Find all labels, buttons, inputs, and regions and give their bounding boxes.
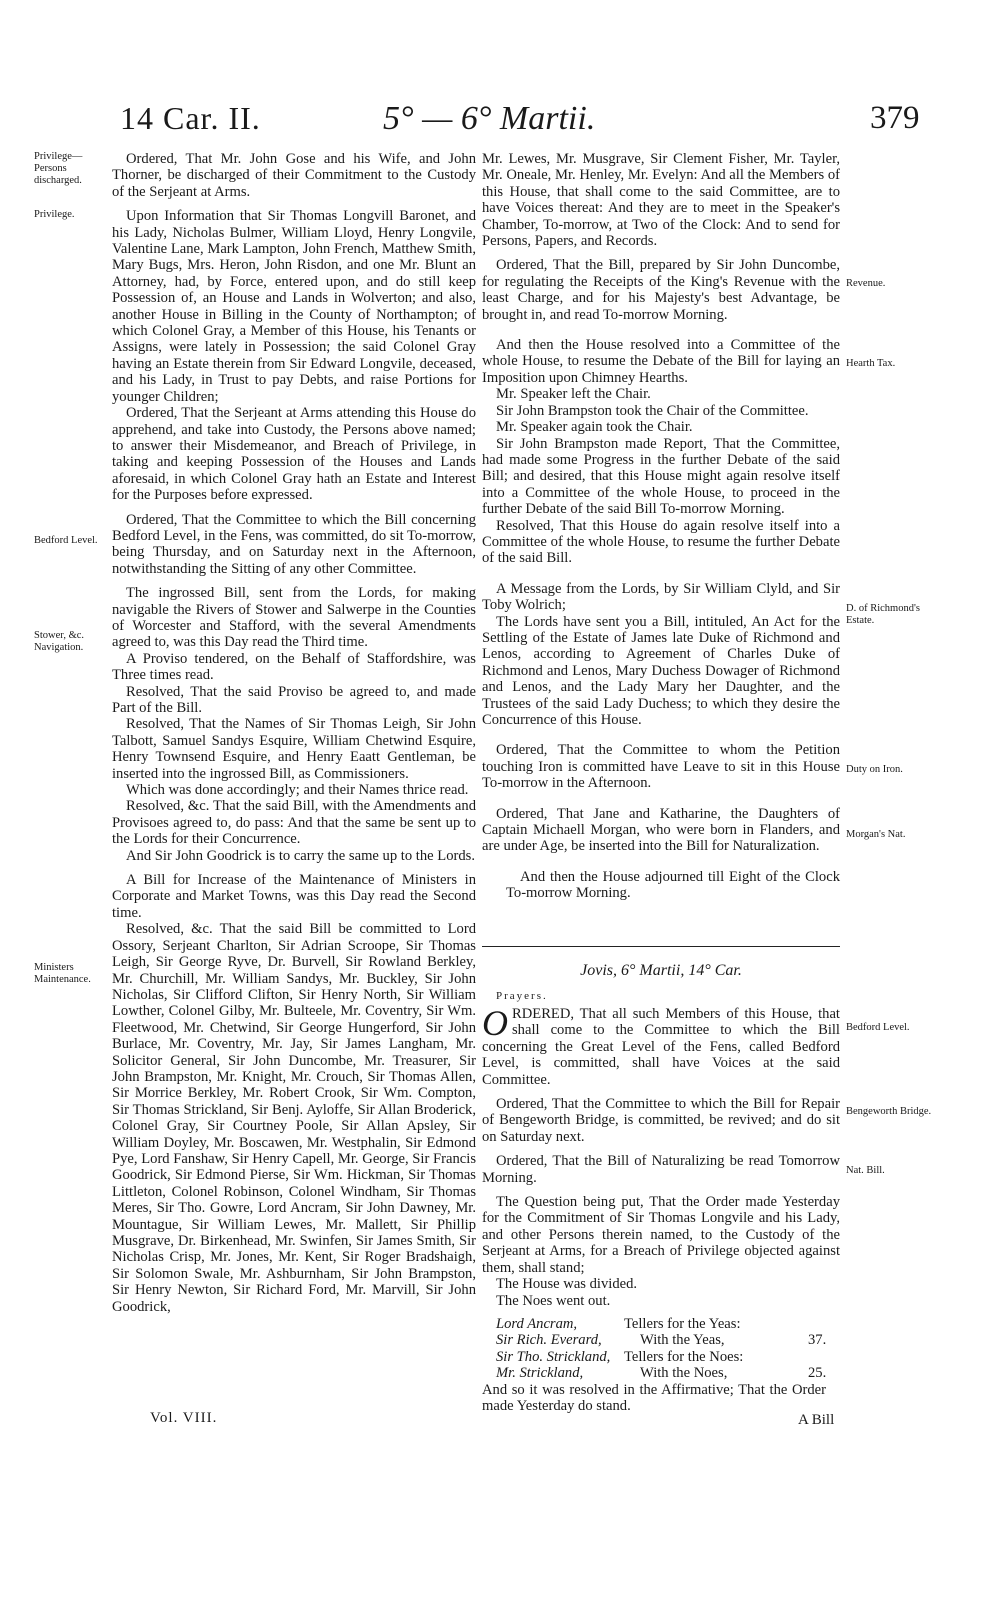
paragraph: The House was divided. bbox=[496, 1276, 638, 1293]
paragraph: The Lords have sent you a Bill, intituled, An Act for the Settling of the Estate of James late Duke of Richmond and Lenos, according to Agreement of Charles Duke of Richmond and Lenos, Mary Duchess Dowager of Richmond and Lenos, and the Lady Mary her Daughter, and the Trustees of the said Lady Duchess; to which they desire the Concurrence of this House. bbox=[482, 613, 840, 728]
day-heading: Jovis, 6° Martii, 14° Car. bbox=[580, 962, 742, 979]
paragraph: Mr. Lewes, Mr. Musgrave, Sir Clement Fisher, Mr. Tayler, Mr. Oneale, Mr. Henley, Mr. Evelyn: And all the Members of this House, that shall come to the said Committee, are to have Voices thereat: And they are to meet in the Speaker's Chamber, To-morrow, at Two of the Clock: And to send for Persons, Papers, and Records. bbox=[482, 151, 840, 250]
margin-note: Privilege. bbox=[34, 209, 75, 220]
paragraph: Ordered, That the Serjeant at Arms attending this House do apprehend, and take into Custody, the Persons above named; to answer their Misdemeanor, and Breach of Privilege, in taking and keeping Possession of the Houses and Lands aforesaid, in which Colonel Gray hath an Estate and Interest for the Purposes before expressed. bbox=[112, 405, 476, 504]
paragraph: Ordered, That the Bill, prepared by Sir John Duncombe, for regulating the Receipts of the King's Revenue with the least Charge, and for his Majesty's best Advantage, be brought in, and read To-morrow Morning. bbox=[482, 257, 840, 323]
paragraph: Ordered, That the Bill of Naturalizing be read Tomorrow Morning. bbox=[482, 1153, 840, 1186]
margin-note: Ministers Maintenance. bbox=[34, 962, 91, 985]
margin-note: Stower, &c. Navigation. bbox=[34, 630, 85, 653]
margin-note: Duty on Iron. bbox=[846, 764, 903, 775]
teller-role: With the Noes, bbox=[640, 1365, 728, 1382]
paragraph: Resolved, That the Names of Sir Thomas Leigh, Sir John Talbott, Samuel Sandys Esquire, William Chetwind Esquire, Henry Townsend Esquire, and Henry Eaatt Gentleman, be inserted into the ingrossed Bill, as Commissioners. bbox=[112, 716, 476, 782]
paragraph: Ordered, That the Committee to which the Bill concerning Bedford Level, in the Fens, was committed, do sit To-morrow, being Thursday, and on Saturday next in the Afternoon, notwithstanding the Sitting of any other Committee. bbox=[112, 511, 476, 577]
vote-count: 37. bbox=[808, 1332, 827, 1349]
right-column bbox=[482, 151, 840, 902]
teller-name: Mr. Strickland, bbox=[496, 1365, 584, 1382]
paragraph: And then the House resolved into a Committee of the whole House, to resume the Debate of the Bill for laying an Imposition upon Chimney Hearths. bbox=[482, 337, 840, 386]
drop-capital: O bbox=[482, 1003, 508, 1043]
paragraph: The Noes went out. bbox=[496, 1292, 611, 1309]
tellers-row bbox=[496, 1365, 846, 1381]
volume-signature: Vol. VIII. bbox=[150, 1410, 218, 1426]
paragraph: Sir John Brampston took the Chair of the Committee. bbox=[496, 402, 809, 419]
paragraph: The ingrossed Bill, sent from the Lords, for making navigable the Rivers of Stower and Salwerpe in the Counties of Worcester and Stafford, with the several Amendments agreed to, was this Day read the Third time. bbox=[112, 585, 476, 651]
tellers-table bbox=[482, 1316, 846, 1415]
paragraph: A Bill for Increase of the Maintenance of Ministers in Corporate and Market Towns, was this Day read the Second time. bbox=[112, 872, 476, 921]
paragraph: A Proviso tendered, on the Behalf of Staffordshire, was Three times read. bbox=[112, 650, 476, 684]
teller-name: Sir Rich. Everard, bbox=[496, 1332, 602, 1349]
section-rule bbox=[482, 946, 840, 947]
paragraph: Mr. Speaker left the Chair. bbox=[496, 386, 651, 403]
margin-note: Revenue. bbox=[846, 278, 886, 289]
paragraph: And then the House adjourned till Eight of the Clock To-morrow Morning. bbox=[506, 868, 840, 902]
margin-note: Morgan's Nat. bbox=[846, 829, 906, 840]
prayers-label: Prayers. bbox=[496, 990, 548, 1002]
paragraph: Resolved, That this House do again resolve itself into a Committee of the whole House, to resume the further Debate of the said Bill. bbox=[482, 517, 840, 567]
paragraph: A Message from the Lords, by Sir William Clyld, and Sir Toby Wolrich; bbox=[482, 580, 840, 614]
margin-note: Bedford Level. bbox=[846, 1022, 910, 1033]
teller-role: Tellers for the Yeas: bbox=[624, 1316, 741, 1332]
margin-note: Bedford Level. bbox=[34, 535, 98, 546]
paragraph: Which was done accordingly; and their Names thrice read. bbox=[126, 782, 469, 799]
tellers-row bbox=[496, 1332, 846, 1348]
paragraph: Ordered, That the Committee to whom the Petition touching Iron is committed have Leave to sit in this House To-morrow in the Afternoon. bbox=[482, 742, 840, 792]
margin-note: Bengeworth Bridge. bbox=[846, 1106, 932, 1117]
margin-note: Nat. Bill. bbox=[846, 1165, 885, 1176]
margin-note: Hearth Tax. bbox=[846, 358, 896, 369]
paragraph: Mr. Speaker again took the Chair. bbox=[496, 419, 693, 436]
paragraph: Ordered, That Mr. John Gose and his Wife, and John Thorner, be discharged of their Commitment to the Custody of the Serjeant at Arms. bbox=[112, 151, 476, 200]
right-column-continued bbox=[482, 1003, 840, 1309]
paragraph: ORDERED, That all such Members of this House, that shall come to the Committee to which the Bill concerning the Great Level of the Fens, called Bedford Level, is committed, shall have Voices at the said Committee. bbox=[482, 1003, 840, 1088]
teller-name: Lord Ancram, bbox=[496, 1316, 578, 1332]
teller-role: With the Yeas, bbox=[640, 1332, 725, 1349]
page-number: 379 bbox=[870, 100, 920, 136]
vote-count: 25. bbox=[808, 1365, 827, 1382]
paragraph: Sir John Brampston made Report, That the Committee, had made some Progress in the further Debate of the said Bill; and desired, that this House might again resolve itself into a Committee of the whole House, to proceed in the further Debate of the said Bill To-morrow Morning. bbox=[482, 435, 840, 518]
tellers-row bbox=[496, 1316, 846, 1332]
paragraph: Resolved, &c. That the said Bill, with the Amendments and Provisoes agreed to, do pass: And that the same be sent up to the Lords for their Concurrence. bbox=[112, 798, 476, 848]
catchword: A Bill bbox=[798, 1412, 835, 1428]
teller-role: Tellers for the Noes: bbox=[624, 1348, 744, 1365]
margin-note: D. of Richmond's Estate. bbox=[846, 603, 920, 626]
teller-name: Sir Tho. Strickland, bbox=[496, 1348, 611, 1365]
left-column bbox=[112, 151, 476, 1315]
paragraph: Ordered, That the Committee to which the Bill for Repair of Bengeworth Bridge, is committed, be revived; and do sit on Saturday next. bbox=[482, 1096, 840, 1145]
running-head-regnal-year: 14 Car. II. bbox=[120, 100, 261, 136]
running-head-date: 5° — 6° Martii. bbox=[383, 100, 596, 137]
paragraph: Resolved, That the said Proviso be agreed to, and made Part of the Bill. bbox=[112, 683, 476, 716]
paragraph: The Question being put, That the Order made Yesterday for the Commitment of Sir Thomas Longvile and his Lady, and other Persons therein named, to the Custody of the Serjeant at Arms, for a Breach of Privilege objected against them, shall stand; bbox=[482, 1194, 840, 1276]
tellers-row bbox=[496, 1349, 846, 1365]
margin-note: Privilege— Persons discharged. bbox=[34, 151, 83, 186]
paragraph: And so it was resolved in the Affirmative; That the Order made Yesterday do stand. bbox=[482, 1381, 826, 1415]
paragraph: Ordered, That Jane and Katharine, the Daughters of Captain Michaell Morgan, who were born in Flanders, and are under Age, be inserted into the Bill for Naturalization. bbox=[482, 805, 840, 855]
paragraph: And Sir John Goodrick is to carry the same up to the Lords. bbox=[126, 847, 475, 864]
paragraph: Resolved, &c. That the said Bill be committed to Lord Ossory, Serjeant Charlton, Sir Adrian Scroope, Sir Thomas Leigh, Sir George Ryve, Dr. Burvell, Sir Rowland Berkley, Mr. Churchill, Mr. William Sandys, Mr. Buckley, Sir John Nicholas, Sir Clifford Clifton, Sir Henry North, Sir William Lowther, Colonel Gilby, Mr. Bulteele, Mr. Coventry, Sir Wm. Fleetwood, Mr. Chetwind, Sir George Hungerford, Sir John Burlace, Mr. Coventry, Mr. Jay, Sir James Langham, Mr. Solicitor General, Sir John Duncombe, Mr. Treasurer, Sir John Brampston, Mr. Knight, Mr. Crouch, Sir Thomas Allen, Sir Morrice Berkley, Mr. Robert Crook, Sir Wm. Compton, Sir Thomas Strickland, Sir Benj. Ayloffe, Sir Allan Broderick, Colonel Gray, Sir Courtney Poole, Sir Allan Apsley, Sir William Doyley, Mr. Boscawen, Mr. Westphalin, Sir Edmond Pye, Lord Fanshaw, Sir Henry Capell, Mr. George, Sir Francis Goodrick, Sir Edmond Pierse, Sir Wm. Hickman, Sir Thomas Littleton, Colonel Robinson, Colonel Windham, Sir Thomas Meres, Sir Tho. Gowre, Lord Ancram, Sir John Dawney, Mr. Mountague, Sir William Lewes, Mr. Mallett, Sir Phillip Musgrave, Dr. Birkenhead, Mr. Swinfen, Sir James Smith, Sir Nicholas Crisp, Mr. Jones, Mr. Kent, Sir Roger Bradshaigh, Sir Solomon Swale, Mr. Ashburnham, Sir John Brampston, Sir Henry Newton, Sir Richard Ford, Mr. Marvill, Sir John Goodrick, bbox=[112, 921, 476, 1315]
paragraph: Upon Information that Sir Thomas Longvill Baronet, and his Lady, Nicholas Bulmer, William Lloyd, Henry Longvile, Valentine Lane, Mark Lampton, John French, Matthew Smith, Mary Bugs, Mrs. Heron, John Risdon, and one Mr. Blunt an Attorney, had, by Force, entered upon, and do still keep Possession of, an House and Lands in Wolverton; and also, another House in Billing in the County of Northampton; of which Colonel Gray, a Member of this House, his Tenants or Assigns, were lately in Possession; the said Colonel Gray having an Estate therein from Sir Edward Longvile, deceased, and his Lady, in Trust to pay Debts, and raise Portions for younger Children; bbox=[112, 208, 476, 405]
